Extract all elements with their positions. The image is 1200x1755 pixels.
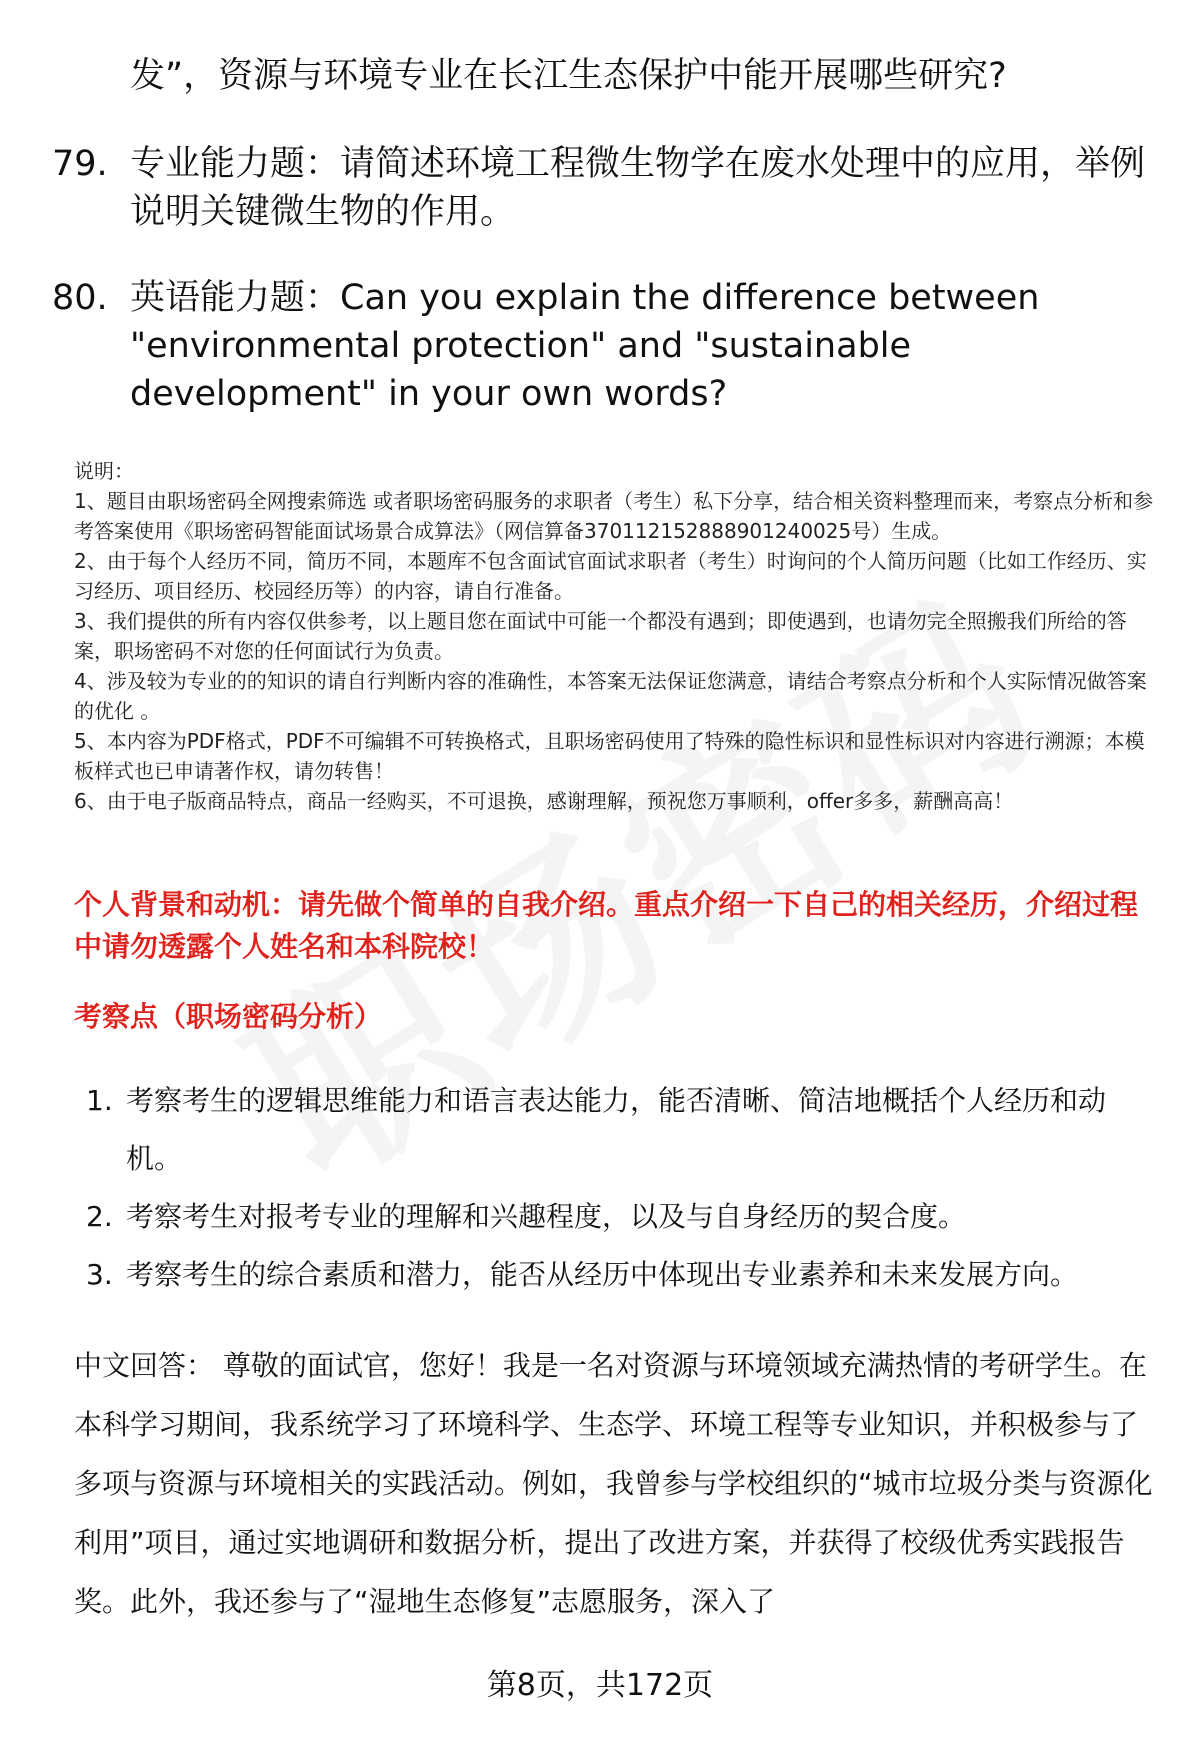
- page-footer: 第8页，共172页: [486, 1668, 714, 1703]
- list-text: 考察考生的逻辑思维能力和语言表达能力，能否清晰、简洁地概括个人经历和动机。: [126, 1084, 1107, 1175]
- note-item: 2、由于每个人经历不同，简历不同，本题库不包含面试官面试求职者（考生）时询问的个人简历问题（比如工作经历、实习经历、项目经历、校园经历等）的内容，请自行准备。: [74, 549, 1147, 603]
- section-heading: 个人背景和动机：请先做个简单的自我介绍。重点介绍一下自己的相关经历，介绍过程中请勿透露个人姓名和本科院校！: [74, 888, 1139, 963]
- note-item: 3、我们提供的所有内容仅供参考，以上题目您在面试中可能一个都没有遇到；即使遇到，也请勿完全照搬我们所给的答案，职场密码不对您的任何面试行为负责。: [74, 609, 1127, 663]
- list-item: [74, 1072, 1154, 1188]
- question-number: 79.: [52, 144, 108, 184]
- list-text: 考察考生对报考专业的理解和兴趣程度，以及与自身经历的契合度。: [126, 1200, 967, 1233]
- question-text: 英语能力题：Can you explain the difference between "environmental protection" and "sustainable development" in your own words?: [130, 278, 1040, 414]
- chinese-answer: 中文回答： 尊敬的面试官，您好！我是一名对资源与环境领域充满热情的考研学生。在本科学习期间，我系统学习了环境科学、生态学、环境工程等专业知识，并积极参与了多项与资源与环境相关的实践活动。例如，我曾参与学校组织的“城市垃圾分类与资源化利用”项目，通过实地调研和数据分析，提出了改进方案，并获得了校级优秀实践报告奖。此外，我还参与了“湿地生态修复”志愿服务，深入了: [74, 1349, 1153, 1618]
- note-item: 4、涉及较为专业的的知识的请自行判断内容的准确性，本答案无法保证您满意，请结合考察点分析和个人实际情况做答案的优化 。: [74, 669, 1147, 723]
- note-item: 6、由于电子版商品特点，商品一经购买，不可退换，感谢理解，预祝您万事顺利，offer多多，薪酬高高！: [74, 789, 1014, 813]
- notes-block: [74, 456, 1154, 816]
- assessment-points: [74, 1072, 1154, 1304]
- question-80: [52, 274, 1152, 418]
- list-number: 2.: [86, 1200, 113, 1233]
- question-78-continuation: 发”，资源与环境专业在长江生态保护中能开展哪些研究?: [130, 56, 1007, 96]
- section-subheading: 考察点（职场密码分析）: [74, 1000, 383, 1033]
- question-79: [52, 140, 1152, 236]
- note-item: 1、题目由职场密码全网搜索筛选 或者职场密码服务的求职者（考生）私下分享，结合相关资料整理而来，考察点分析和参考答案使用《职场密码智能面试场景合成算法》（网信算备370112152888901240025号）生成。: [74, 489, 1154, 543]
- list-number: 3.: [86, 1258, 113, 1291]
- list-number: 1.: [86, 1084, 113, 1117]
- notes-title: 说明：: [74, 459, 134, 483]
- question-text: 专业能力题：请简述环境工程微生物学在废水处理中的应用，举例说明关键微生物的作用。: [130, 144, 1146, 232]
- note-item: 5、本内容为PDF格式，PDF不可编辑不可转换格式，且职场密码使用了特殊的隐性标识和显性标识对内容进行溯源；本模板样式也已申请著作权，请勿转售！: [74, 729, 1145, 783]
- question-number: 80.: [52, 278, 108, 318]
- list-text: 考察考生的综合素质和潜力，能否从经历中体现出专业素养和未来发展方向。: [126, 1258, 1079, 1291]
- list-item: [74, 1246, 1154, 1304]
- list-item: [74, 1188, 1154, 1246]
